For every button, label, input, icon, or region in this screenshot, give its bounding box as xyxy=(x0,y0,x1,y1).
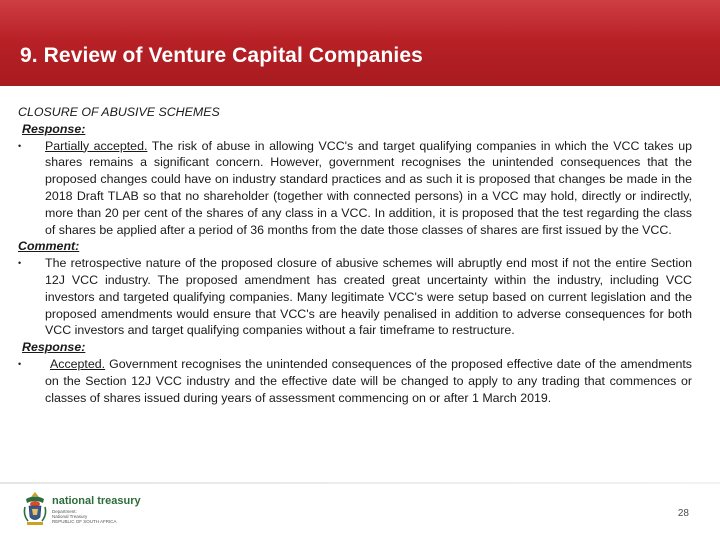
bullet-2-text: The retrospective nature of the proposed closure of abusive schemes will abruptly end most if not the entire Section 12J VCC industry. The proposed amendment has created great uncertainty within the industry, including VCC investors and targeted qualifying companies. Many legitimate VCC's were setup based on current legislation and the proposed amendments would ensure that VCC's are heavily penalised in addition to adverse consequences for both VCC investors and target qualifying companies without a fair timeframe to restructure. xyxy=(45,256,692,338)
bullet-3-lead: Accepted. xyxy=(50,356,106,371)
page-number: 28 xyxy=(677,508,689,519)
slide-body xyxy=(18,104,692,406)
footer-divider xyxy=(0,482,720,484)
bullet-response-2 xyxy=(18,356,692,406)
title-bar-shine xyxy=(0,0,720,40)
national-treasury-logo xyxy=(20,489,160,529)
response-label-1: Response: xyxy=(22,121,86,136)
slide-title: 9. Review of Venture Capital Companies xyxy=(20,44,423,67)
bullet-response-1 xyxy=(18,138,692,239)
section-heading: CLOSURE OF ABUSIVE SCHEMES xyxy=(18,105,220,119)
bullet-1-lead: Partially accepted. xyxy=(45,138,148,153)
bullet-comment xyxy=(18,255,692,339)
comment-label: Comment: xyxy=(18,239,80,254)
bullet-1-text: The risk of abuse in allowing VCC's and target qualifying companies in which the VCC takes up shares remains a significant concern. However, government recognises the unintended consequences that the proposed changes could have on industry standard practices and as such it is proposed that changes be made in the 2018 Draft TLAB so that no shareholder (together with connected persons) in a VCC may hold, directly or indirectly, more than 20 per cent of the shares of any class in a VCC. In addition, it is proposed that the test regarding the class of shares be applied after a period of 36 months from the date those classes of shares are first issued by the VCC. xyxy=(45,138,692,237)
bullet-3-text: Government recognises the unintended consequences of the proposed effective date of the amendments on the Section 12J VCC industry and the effective date will be changed to apply to any trading that commences or classes of shares issued during years of assessment commencing on or after 1 March 2019. xyxy=(45,356,692,405)
bullet-dot: • xyxy=(18,140,22,151)
response-label-2: Response: xyxy=(22,340,86,355)
title-bar xyxy=(0,0,720,86)
bullet-dot: • xyxy=(18,258,22,269)
logo-subtitle: Department: National Treasury REPUBLIC OF SOUTH AFRICA xyxy=(52,509,117,524)
bullet-dot: • xyxy=(18,358,22,369)
logo-name: national treasury xyxy=(52,495,141,507)
coat-of-arms-icon xyxy=(22,491,48,527)
